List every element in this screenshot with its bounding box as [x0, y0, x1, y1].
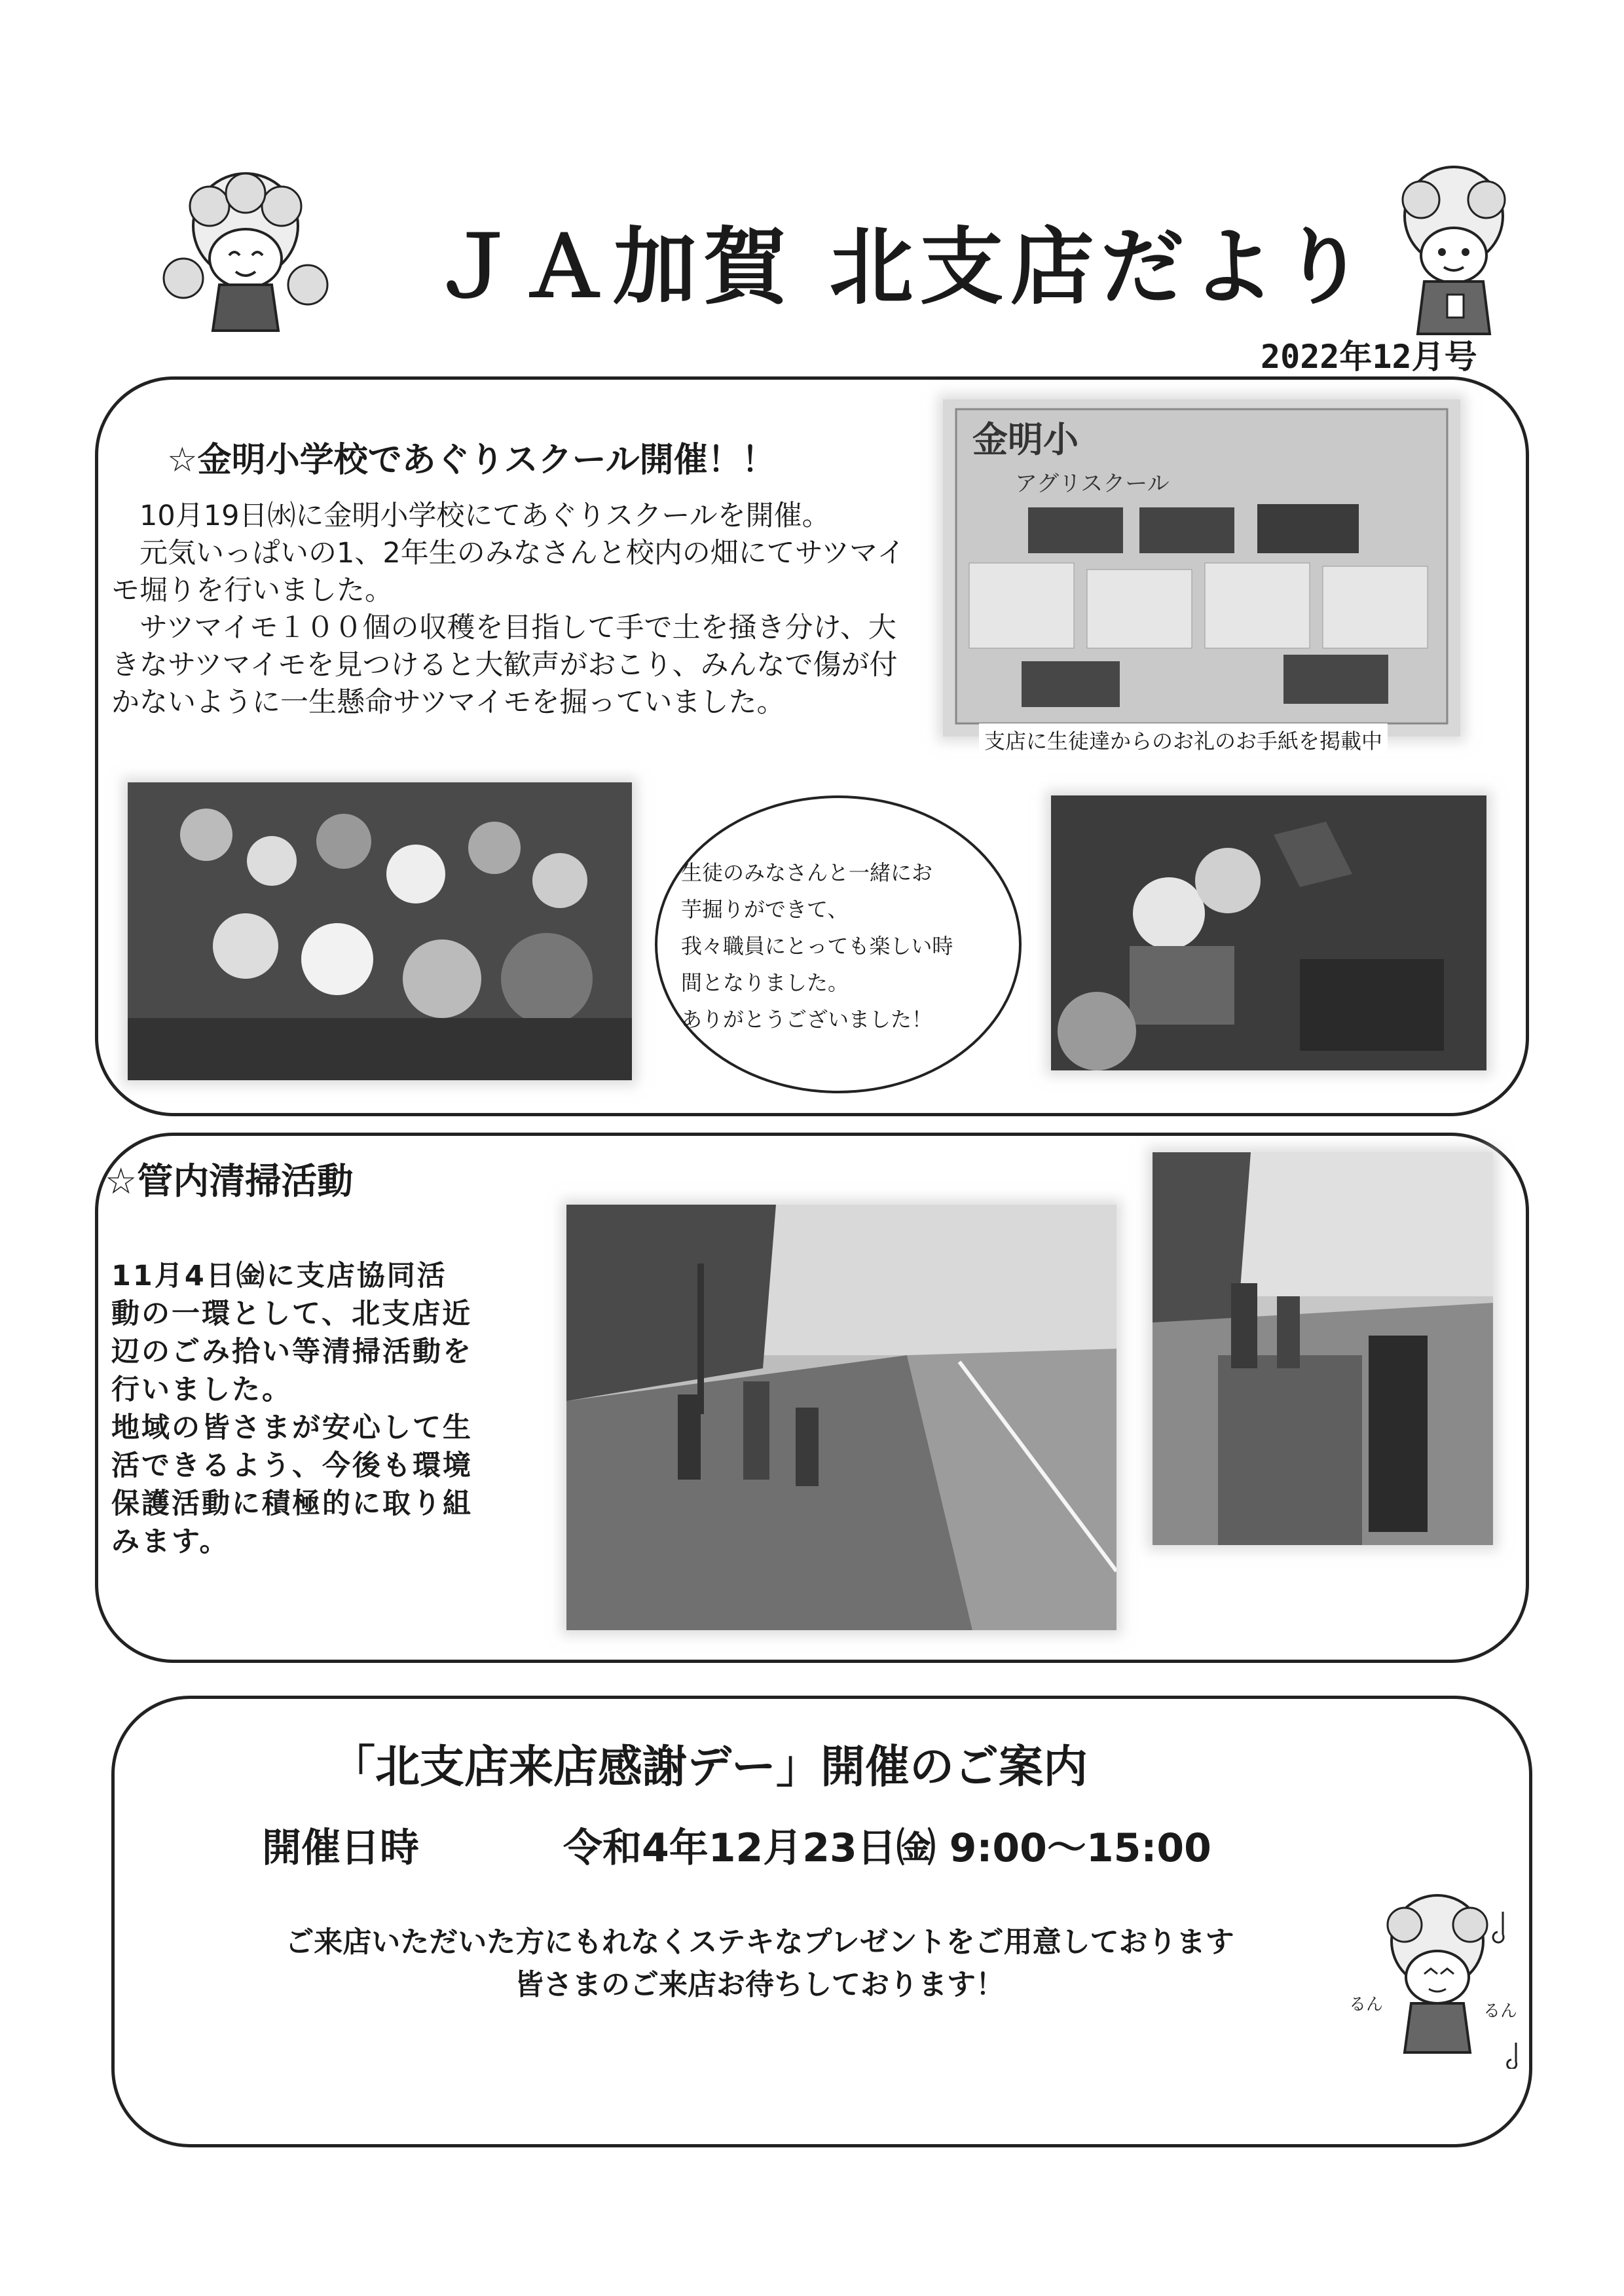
agri-school-paragraph: 10月19日㈬に金明小学校にてあぐりスクールを開催。	[111, 500, 830, 532]
agri-school-body	[111, 498, 923, 721]
mascot-text-left: るん	[1349, 1995, 1384, 2014]
bubble-line: 我々職員にとっても楽しい時	[681, 934, 953, 958]
mascot-right-illustration	[1362, 164, 1545, 340]
poster-heading: 金明小	[972, 419, 1079, 460]
page-title: ＪＡ加賀 北支店だより	[432, 219, 1372, 316]
cleanup-line: 11月4日㈮に支店協同活	[111, 1260, 447, 1292]
cleanup-body	[111, 1257, 557, 1561]
cleanup-line: 行いました。	[111, 1374, 292, 1406]
mascot-text-right: るん	[1483, 2001, 1518, 2021]
staff-comment-text	[681, 854, 995, 1038]
event-message-line-1: ご来店いただいた方にもれなくステキなプレゼントをご用意しております	[285, 1925, 1234, 1959]
bubble-line: 生徒のみなさんと一緒にお	[681, 860, 933, 885]
bubble-line: 芋掘りができて、	[681, 897, 849, 922]
agri-school-paragraph: サツマイモ１００個の収穫を目指して手で土を掻き分け、大きなサツマイモを見つけると大歓声がおこり、みんなで傷が付かないように一生懸命サツマイモを掘っていました。	[111, 611, 898, 719]
roadside-cleanup-photo	[566, 1205, 1116, 1630]
event-message-line-2: 皆さまのご来店お待ちしております！	[515, 1968, 1005, 2001]
cleanup-line: みます。	[111, 1525, 230, 1558]
cleanup-line: 辺のごみ拾い等清掃活動を	[111, 1336, 473, 1368]
poster-photo	[943, 399, 1460, 737]
bubble-line: ありがとうございました！	[681, 1007, 933, 1032]
cleanup-line: 地域の皆さまが安心して生	[111, 1412, 473, 1444]
agri-school-paragraph: 元気いっぱいの1、2年生のみなさんと校内の畑にてサツマイモ堀りを行いました。	[111, 537, 906, 607]
mascot-dancing-illustration	[1342, 1886, 1532, 2069]
child-digging-photo	[1051, 795, 1486, 1070]
cleanup-line: 動の一環として、北支店近	[111, 1298, 473, 1330]
cleanup-line: 活できるよう、今後も環境	[111, 1449, 473, 1482]
bubble-line: 間となりました。	[681, 970, 849, 995]
sidewalk-cleanup-photo	[1153, 1152, 1493, 1545]
poster-subheading: アグリスクール	[1015, 471, 1170, 497]
students-digging-photo	[128, 782, 632, 1080]
event-date-label: 開催日時	[262, 1825, 419, 1871]
poster-caption: 支店に生徒達からのお礼のお手紙を掲載中	[979, 723, 1388, 756]
event-date-value: 令和4年12月23日㈮ 9:00～15:00	[563, 1825, 1211, 1871]
cleanup-line: 保護活動に積極的に取り組	[111, 1487, 473, 1520]
appreciation-day-title: 「北支店来店感謝デー」開催のご案内	[331, 1741, 1088, 1793]
issue-date: 2022年12月号	[1261, 338, 1477, 376]
agri-school-heading: ☆金明小学校であぐりスクール開催！！	[167, 441, 776, 480]
cleanup-heading: ☆管内清掃活動	[105, 1160, 354, 1202]
mascot-left-illustration	[147, 167, 344, 344]
